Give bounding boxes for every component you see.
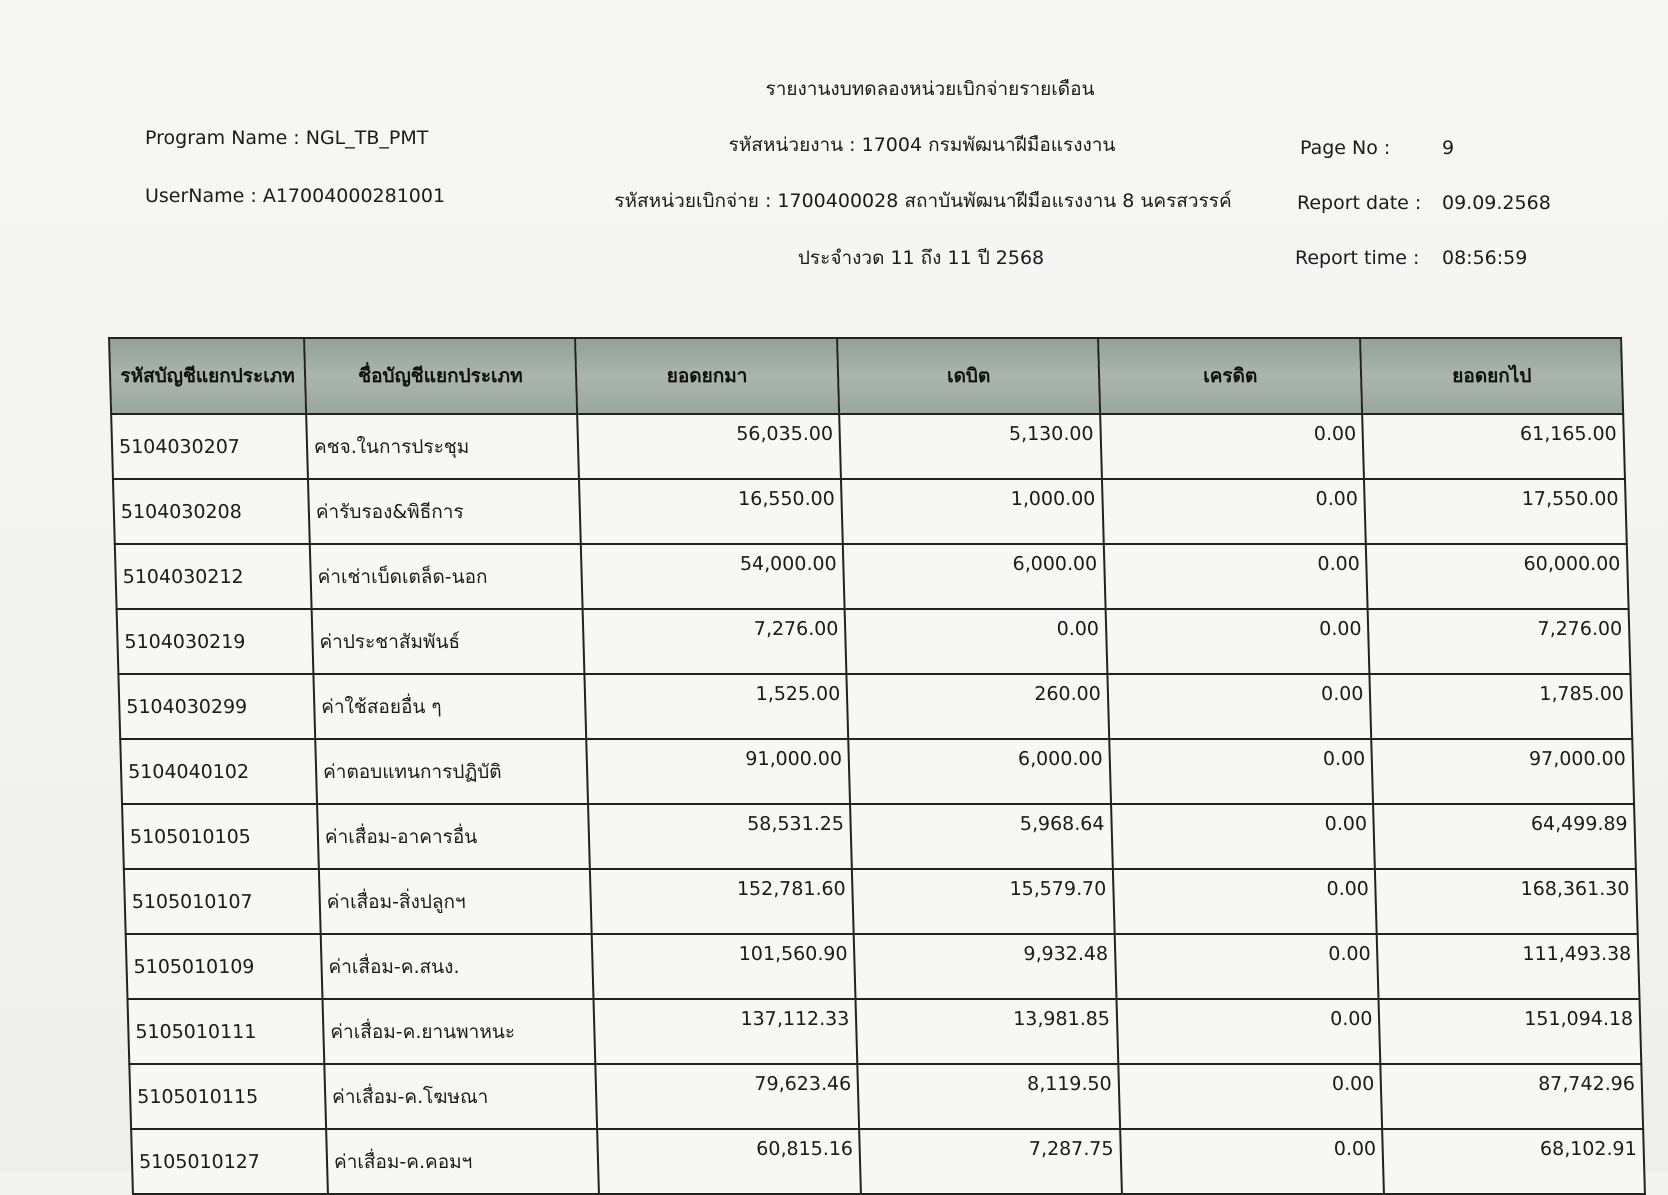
cell-account-code: 5104030212 (115, 544, 312, 609)
col-header-opening-balance: ยอดยกมา (575, 338, 840, 414)
cell-account-code: 5105010109 (126, 934, 323, 999)
col-header-credit: เครดิต (1098, 338, 1363, 414)
cell-credit: 0.00 (1113, 869, 1377, 934)
program-name: Program Name : NGL_TB_PMT (145, 127, 429, 149)
table-row (115, 544, 1629, 609)
report-title: รายงานงบทดลองหน่วยเบิกจ่ายรายเดือน (765, 78, 1095, 100)
cell-debit: 7,287.75 (859, 1129, 1121, 1194)
cell-credit: 0.00 (1116, 999, 1380, 1064)
cell-credit: 0.00 (1111, 804, 1375, 869)
col-header-account-name: ชื่อบัญชีแยกประเภท (304, 338, 577, 414)
cell-closing-balance: 168,361.30 (1375, 869, 1637, 934)
cell-debit: 8,119.50 (858, 1064, 1120, 1129)
cell-account-name: ค่ารับรอง&พิธีการ (308, 479, 581, 544)
cell-opening-balance: 56,035.00 (577, 414, 841, 479)
cell-closing-balance: 64,499.89 (1373, 804, 1635, 869)
cell-opening-balance: 16,550.00 (579, 479, 843, 544)
cell-opening-balance: 58,531.25 (588, 804, 852, 869)
cell-account-name: ค่าเช่าเบ็ดเตล็ด-นอก (310, 544, 583, 609)
cell-credit: 0.00 (1102, 479, 1366, 544)
cell-debit: 260.00 (847, 674, 1109, 739)
cell-debit: 9,932.48 (854, 934, 1116, 999)
cell-debit: 6,000.00 (849, 739, 1111, 804)
cell-credit: 0.00 (1107, 674, 1371, 739)
report-time-value: 08:56:59 (1442, 247, 1528, 269)
trial-balance-table (108, 337, 1646, 1195)
table-row (117, 609, 1631, 674)
cell-opening-balance: 1,525.00 (584, 674, 848, 739)
cell-account-name: ค่าเสื่อม-ค.สนง. (321, 934, 594, 999)
cell-closing-balance: 7,276.00 (1368, 609, 1630, 674)
cell-opening-balance: 91,000.00 (586, 739, 850, 804)
cell-closing-balance: 151,094.18 (1379, 999, 1641, 1064)
table-row (113, 479, 1627, 544)
cell-opening-balance: 152,781.60 (590, 869, 854, 934)
cell-closing-balance: 60,000.00 (1366, 544, 1628, 609)
cell-debit: 15,579.70 (852, 869, 1114, 934)
cell-account-code: 5105010111 (127, 999, 324, 1064)
cell-account-name: ค่าเสื่อม-อาคารอื่น (317, 804, 590, 869)
cell-debit: 13,981.85 (856, 999, 1118, 1064)
cell-account-name: คชจ.ในการประชุม (306, 414, 579, 479)
table-row (122, 804, 1636, 869)
cell-credit: 0.00 (1120, 1129, 1384, 1194)
cell-debit: 5,968.64 (850, 804, 1112, 869)
report-period: ประจำงวด 11 ถึง 11 ปี 2568 (797, 247, 1045, 269)
cell-account-name: ค่าตอบแทนการปฏิบัติ (315, 739, 588, 804)
cell-closing-balance: 87,742.96 (1381, 1064, 1643, 1129)
cell-closing-balance: 61,165.00 (1363, 414, 1625, 479)
table-row (118, 674, 1632, 739)
cell-opening-balance: 79,623.46 (595, 1064, 859, 1129)
col-header-account-code: รหัสบัญชีแยกประเภท (109, 338, 306, 414)
cell-account-name: ค่าประชาสัมพันธ์ (311, 609, 584, 674)
col-header-debit: เดบิต (837, 338, 1100, 414)
cell-account-name: ค่าใช้สอยอื่น ๆ (313, 674, 586, 739)
cell-account-name: ค่าเสื่อม-ค.ยานพาหนะ (322, 999, 595, 1064)
table-row (111, 414, 1625, 479)
user-name: UserName : A17004000281001 (145, 185, 446, 207)
cell-closing-balance: 68,102.91 (1383, 1129, 1645, 1194)
cell-closing-balance: 97,000.00 (1372, 739, 1634, 804)
cell-opening-balance: 54,000.00 (580, 544, 844, 609)
cell-credit: 0.00 (1115, 934, 1379, 999)
report-time-label: Report time : (1295, 247, 1420, 269)
table-row (129, 1064, 1643, 1129)
cell-account-code: 5105010105 (122, 804, 319, 869)
cell-account-code: 5104030299 (118, 674, 315, 739)
cell-credit: 0.00 (1100, 414, 1364, 479)
cell-credit: 0.00 (1118, 1064, 1382, 1129)
cell-closing-balance: 1,785.00 (1370, 674, 1632, 739)
cell-account-code: 5105010127 (131, 1129, 328, 1194)
table-row (127, 999, 1641, 1064)
cell-closing-balance: 17,550.00 (1364, 479, 1626, 544)
table-row (120, 739, 1634, 804)
cell-opening-balance: 7,276.00 (582, 609, 846, 674)
table-row (126, 934, 1640, 999)
cell-opening-balance: 60,815.16 (597, 1129, 861, 1194)
cell-opening-balance: 137,112.33 (593, 999, 857, 1064)
table-row (131, 1129, 1645, 1194)
disbursing-unit: รหัสหน่วยเบิกจ่าย : 1700400028 สถาบันพัฒนาฝีมือแรงงาน 8 นครสวรรค์ (614, 190, 1232, 212)
cell-debit: 5,130.00 (839, 414, 1101, 479)
page-no-value: 9 (1442, 137, 1455, 159)
cell-credit: 0.00 (1109, 739, 1373, 804)
cell-credit: 0.00 (1105, 609, 1369, 674)
cell-account-code: 5104030219 (117, 609, 314, 674)
table-row (124, 869, 1638, 934)
table-header-row (109, 338, 1623, 414)
cell-debit: 0.00 (845, 609, 1107, 674)
cell-opening-balance: 101,560.90 (591, 934, 855, 999)
cell-account-code: 5104040102 (120, 739, 317, 804)
report-date-value: 09.09.2568 (1442, 192, 1551, 214)
agency-code: รหัสหน่วยงาน : 17004 กรมพัฒนาฝีมือแรงงาน (728, 134, 1116, 156)
col-header-closing-balance: ยอดยกไป (1360, 338, 1623, 414)
cell-debit: 6,000.00 (843, 544, 1105, 609)
cell-account-code: 5105010107 (124, 869, 321, 934)
cell-account-code: 5104030207 (111, 414, 308, 479)
cell-account-code: 5104030208 (113, 479, 310, 544)
cell-debit: 1,000.00 (841, 479, 1103, 544)
cell-credit: 0.00 (1104, 544, 1368, 609)
cell-closing-balance: 111,493.38 (1377, 934, 1639, 999)
page-no-label: Page No : (1300, 137, 1391, 159)
report-date-label: Report date : (1297, 192, 1422, 214)
cell-account-name: ค่าเสื่อม-ค.คอมฯ (326, 1129, 599, 1194)
cell-account-code: 5105010115 (129, 1064, 326, 1129)
cell-account-name: ค่าเสื่อม-ค.โฆษณา (324, 1064, 597, 1129)
cell-account-name: ค่าเสื่อม-สิ่งปลูกฯ (319, 869, 592, 934)
table-body (111, 414, 1645, 1194)
